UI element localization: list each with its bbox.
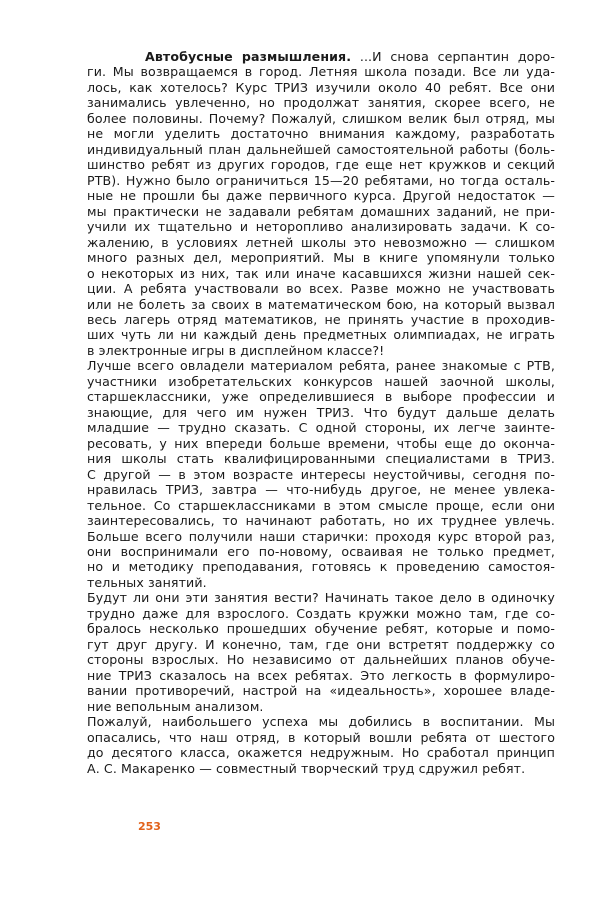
text-line: они воспринимали его по-новому, осваивая не только предмет, (87, 544, 555, 559)
text-line: ших чуть ли ни каждый день предметных олимпиадах, не играть (87, 327, 555, 343)
text-line: ции. А ребята участвовали во всех. Разве можно не участвовать (87, 281, 555, 297)
text-line: мы практически не задавали ребятам домашних заданий, не при- (87, 203, 555, 219)
text-line: РТВ). Нужно было ограничиться 15—20 ребятами, но тогда осталь- (87, 172, 555, 188)
text-line: не могли уделить достаточно внимания каждому, разработать (87, 126, 555, 142)
page-body (87, 49, 555, 776)
text-line: знающие, для чего им нужен ТРИЗ. Что будут дальше делать (87, 404, 555, 420)
text-line: Будут ли они эти занятия вести? Начинать такое дело в одиночку (87, 590, 555, 606)
text-line: нравилась ТРИЗ, завтра — что-нибудь другое, не менее увлека- (87, 482, 555, 498)
text-line: учили их тщательно и неторопливо анализировать задачи. К со- (87, 219, 555, 235)
text-line: тельных занятий. (87, 574, 207, 590)
text-line: младшие — трудно сказать. С одной стороны, их легче заинте- (87, 420, 555, 436)
text-line (87, 49, 555, 64)
text-line: Лучше всего овладели материалом ребята, ранее знакомые с РТВ, (87, 358, 555, 374)
text-line: С другой — в этом возрасте интересы неустойчивы, сегодня по- (87, 466, 555, 482)
text-line: лось, как хотелось? Курс ТРИЗ изучили около 40 ребят. Все они (87, 79, 555, 95)
text-line: участники изобретательских конкурсов нашей заочной школы, (87, 373, 555, 389)
text-line: А. С. Макаренко — совместный творческий труд сдружил ребят. (87, 760, 526, 776)
text-line: весь лагерь отряд математиков, не принять участие в проходив- (87, 311, 555, 327)
text-line: гут друг другу. И конечно, там, где они встретят поддержку со (87, 636, 555, 652)
text-line: заинтересовались, то начинают работать, но их труднее увлечь. (87, 513, 555, 529)
text-line: ные не прошли бы даже первичного курса. Другой недостаток — (87, 188, 555, 204)
text-line: до десятого класса, окажется недружным. Но сработал принцип (87, 745, 555, 761)
text-line: ния школы стать квалифицированными специалистами в ТРИЗ. (87, 451, 555, 467)
text-line: много разных дел, мероприятий. Мы в книге упомянули только (87, 250, 555, 266)
page-number: 253 (138, 820, 161, 833)
text-line: шинство ребят из других городов, где еще нет кружков и секций (87, 157, 555, 173)
text-line: тельное. Со старшеклассниками в этом смысле проще, если они (87, 497, 555, 513)
line-text: ...И снова серпантин доро- (351, 49, 555, 64)
text-line: в электронные игры в дисплейном классе?! (87, 342, 385, 358)
paragraph (87, 49, 555, 358)
text-line: Больше всего получили наши старички: проходя курс второй раз, (87, 528, 555, 544)
text-line: старшеклассники, уже определившиеся в выборе профессии и (87, 389, 555, 405)
text-line: опасались, что наш отряд, в который вошли ребята от шестого (87, 729, 555, 745)
paragraph (87, 590, 555, 714)
text-line: более половины. Почему? Пожалуй, слишком велик был отряд, мы (87, 110, 555, 126)
text-line: Пожалуй, наибольшего успеха мы добились в воспитании. Мы (87, 714, 555, 730)
text-line: или не болеть за своих в математическом бою, на который вызвал (87, 296, 555, 312)
text-line: ресовать, у них впереди больше времени, чтобы еще до оконча- (87, 435, 555, 451)
text-line: но и методику преподавания, готовясь к проведению самостоя- (87, 559, 555, 575)
text-line: индивидуальный план дальнейшей самостоятельной работы (боль- (87, 141, 555, 157)
text-line: ние вепольным анализом. (87, 698, 264, 714)
text-line: занимались увлеченно, но продолжат занятия, скорее всего, не (87, 95, 555, 111)
text-line: трудно даже для взрослого. Создать кружки можно там, где со- (87, 605, 555, 621)
text-line: о некоторых из них, так или иначе касавшихся жизни нашей сек- (87, 265, 555, 281)
text-line: вании противоречий, настрой на «идеальность», хорошее владе- (87, 683, 555, 699)
text-line: жалению, в условиях летней школы это невозможно — слишком (87, 234, 555, 250)
paragraph (87, 714, 555, 776)
text-line: бралось несколько прошедших обучение ребят, которые и помо- (87, 621, 555, 637)
text-line: ние ТРИЗ сказалось на всех ребятах. Это легкость в формулиро- (87, 667, 555, 683)
text-line: стороны взрослых. Но независимо от дальнейших планов обуче- (87, 652, 555, 668)
section-heading: Автобусные размышления. (145, 49, 352, 64)
paragraph (87, 358, 555, 590)
text-line: ги. Мы возвращаемся в город. Летняя школа позади. Все ли уда- (87, 64, 555, 80)
